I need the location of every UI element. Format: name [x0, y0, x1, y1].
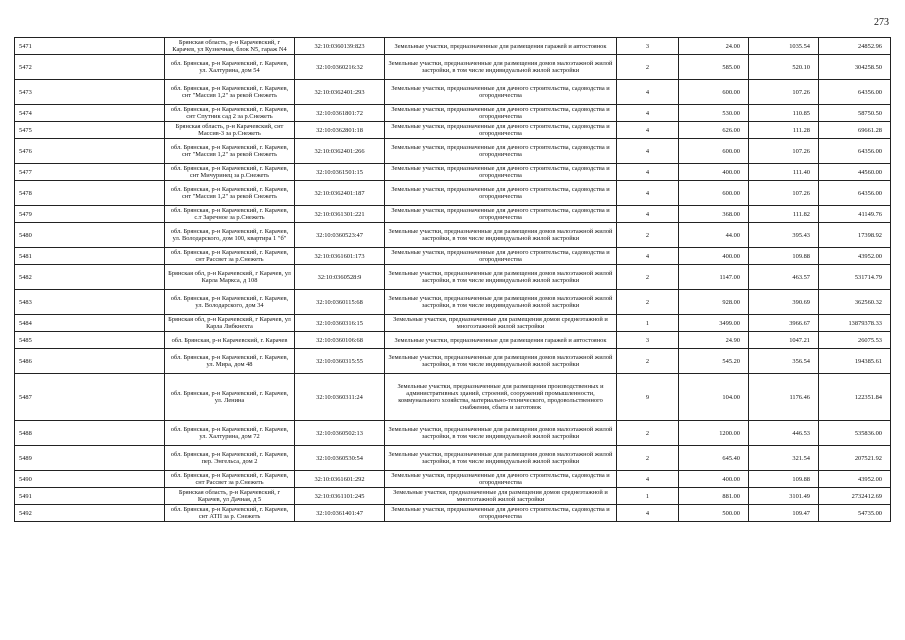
area-cell: 585.00	[679, 55, 749, 80]
unit-value-cell: 356.54	[749, 349, 819, 374]
table-row	[15, 349, 891, 374]
area-cell: 24.00	[679, 38, 749, 55]
table-row	[15, 248, 891, 265]
cadastral-number-cell: 32:10:0360316:15	[295, 315, 385, 332]
group-cell: 3	[617, 332, 679, 349]
address-cell: обл. Брянская, р-н Карачевский, г. Карачев	[165, 332, 295, 349]
address-cell: обл. Брянская, р-н Карачевский, г. Карачев, снт "Массив 1,2" за рекой Снежеть	[165, 80, 295, 105]
group-cell: 4	[617, 206, 679, 223]
row-number-cell: 5479	[15, 206, 165, 223]
unit-value-cell: 107.26	[749, 80, 819, 105]
group-cell: 4	[617, 164, 679, 181]
cadastral-number-cell: 32:10:0362401:187	[295, 181, 385, 206]
unit-value-cell: 109.88	[749, 471, 819, 488]
area-cell: 928.00	[679, 290, 749, 315]
unit-value-cell: 107.26	[749, 139, 819, 164]
unit-value-cell: 1176.46	[749, 374, 819, 421]
area-cell: 400.00	[679, 164, 749, 181]
cadastral-value-cell: 58750.50	[819, 105, 891, 122]
cadastral-value-cell: 64356.00	[819, 139, 891, 164]
group-cell: 9	[617, 374, 679, 421]
land-use-cell: Земельные участки, предназначенные для дачного строительства, садоводства и огородничества	[385, 181, 617, 206]
address-cell: обл. Брянская, р-н Карачевский, г. Карачев, ул. Мира, дом 48	[165, 349, 295, 374]
cadastral-value-cell: 194385.61	[819, 349, 891, 374]
row-number-cell: 5480	[15, 223, 165, 248]
cadastral-number-cell: 32:10:0361501:15	[295, 164, 385, 181]
land-use-cell: Земельные участки, предназначенные для дачного строительства, садоводства и огородничества	[385, 80, 617, 105]
area-cell: 626.00	[679, 122, 749, 139]
cadastral-number-cell: 32:10:0361101:245	[295, 488, 385, 505]
cadastral-value-cell: 207521.92	[819, 446, 891, 471]
unit-value-cell: 463.57	[749, 265, 819, 290]
table-row	[15, 505, 891, 522]
cadastral-number-cell: 32:10:0361301:221	[295, 206, 385, 223]
group-cell: 4	[617, 105, 679, 122]
land-use-cell: Земельные участки, предназначенные для дачного строительства, садоводства и огородничества	[385, 164, 617, 181]
address-cell: обл. Брянская, р-н Карачевский, г. Карачев, снт "Массив 1,2" за рекой Снежеть	[165, 139, 295, 164]
group-cell: 4	[617, 505, 679, 522]
group-cell: 2	[617, 446, 679, 471]
cadastral-value-cell: 54735.00	[819, 505, 891, 522]
land-use-cell: Земельные участки, предназначенные для размещения домов среднеэтажной и многоэтажной жилой застройки	[385, 315, 617, 332]
row-number-cell: 5475	[15, 122, 165, 139]
unit-value-cell: 3966.67	[749, 315, 819, 332]
area-cell: 400.00	[679, 248, 749, 265]
row-number-cell: 5482	[15, 265, 165, 290]
group-cell: 4	[617, 471, 679, 488]
group-cell: 3	[617, 38, 679, 55]
group-cell: 2	[617, 290, 679, 315]
unit-value-cell: 110.85	[749, 105, 819, 122]
land-use-cell: Земельные участки, предназначенные для дачного строительства, садоводства и огородничества	[385, 139, 617, 164]
area-cell: 368.00	[679, 206, 749, 223]
cadastral-value-cell: 17398.92	[819, 223, 891, 248]
land-use-cell: Земельные участки, предназначенные для дачного строительства, садоводства и огородничества	[385, 206, 617, 223]
cadastral-number-cell: 32:10:0361601:292	[295, 471, 385, 488]
row-number-cell: 5483	[15, 290, 165, 315]
address-cell: обл. Брянская, р-н Карачевский, г. Карачев, ул. Халтурина, дом 54	[165, 55, 295, 80]
land-use-cell: Земельные участки, предназначенные для дачного строительства, садоводства и огородничества	[385, 105, 617, 122]
group-cell: 1	[617, 315, 679, 332]
area-cell: 881.00	[679, 488, 749, 505]
group-cell: 2	[617, 349, 679, 374]
cadastral-number-cell: 32:10:0360139:823	[295, 38, 385, 55]
unit-value-cell: 520.10	[749, 55, 819, 80]
land-use-cell: Земельные участки, предназначенные для размещения домов малоэтажной жилой застройки, в том числе индивидуальной жилой застройки	[385, 223, 617, 248]
land-use-cell: Земельные участки, предназначенные для размещения гаражей и автостоянок	[385, 332, 617, 349]
table-row	[15, 315, 891, 332]
address-cell: обл. Брянская, р-н Карачевский, г. Карачев, снт "Массив 1,2" за рекой Снежеть	[165, 181, 295, 206]
address-cell: обл. Брянская, р-н Карачевский, г. Карачев, снт Спутник сад 2 за р.Снежеть	[165, 105, 295, 122]
area-cell: 1147.00	[679, 265, 749, 290]
unit-value-cell: 109.88	[749, 248, 819, 265]
row-number-cell: 5484	[15, 315, 165, 332]
address-cell: обл. Брянская, р-н Карачевский, г. Карачев, снт Мичуринец за р.Снежеть	[165, 164, 295, 181]
cadastral-number-cell: 32:10:0360106:68	[295, 332, 385, 349]
group-cell: 2	[617, 223, 679, 248]
group-cell: 1	[617, 488, 679, 505]
row-number-cell: 5492	[15, 505, 165, 522]
land-use-cell: Земельные участки, предназначенные для размещения производственных и административных зданий, строений, сооружений промышленности, коммунального хозяйства, материально-технического, продовольственного снабжения, сбыта и заготовок	[385, 374, 617, 421]
land-use-cell: Земельные участки, предназначенные для размещения домов малоэтажной жилой застройки, в том числе индивидуальной жилой застройки	[385, 446, 617, 471]
cadastral-value-table	[14, 37, 891, 522]
unit-value-cell: 111.82	[749, 206, 819, 223]
row-number-cell: 5487	[15, 374, 165, 421]
row-number-cell: 5489	[15, 446, 165, 471]
address-cell: обл. Брянская, р-н Карачевский, г. Карачев, ул. Ленина	[165, 374, 295, 421]
land-use-cell: Земельные участки, предназначенные для размещения гаражей и автостоянок	[385, 38, 617, 55]
land-use-cell: Земельные участки, предназначенные для размещения домов малоэтажной жилой застройки, в том числе индивидуальной жилой застройки	[385, 265, 617, 290]
land-use-cell: Земельные участки, предназначенные для размещения домов малоэтажной жилой застройки, в том числе индивидуальной жилой застройки	[385, 421, 617, 446]
unit-value-cell: 111.40	[749, 164, 819, 181]
area-cell: 600.00	[679, 80, 749, 105]
row-number-cell: 5476	[15, 139, 165, 164]
address-cell: Брянская область, р-н Карачевский, снт Массив-3 за р.Снежеть	[165, 122, 295, 139]
row-number-cell: 5488	[15, 421, 165, 446]
area-cell: 24.90	[679, 332, 749, 349]
cadastral-value-cell: 24852.96	[819, 38, 891, 55]
row-number-cell: 5481	[15, 248, 165, 265]
address-cell: Брянская область, р-н Карачевский, г Карачев, ул Дачная, д 5	[165, 488, 295, 505]
group-cell: 4	[617, 248, 679, 265]
cadastral-value-cell: 362560.32	[819, 290, 891, 315]
table-row	[15, 164, 891, 181]
cadastral-number-cell: 32:10:0361401:47	[295, 505, 385, 522]
cadastral-value-cell: 64356.00	[819, 80, 891, 105]
row-number-cell: 5474	[15, 105, 165, 122]
cadastral-value-cell: 43952.00	[819, 248, 891, 265]
land-use-cell: Земельные участки, предназначенные для размещения домов малоэтажной жилой застройки, в том числе индивидуальной жилой застройки	[385, 55, 617, 80]
group-cell: 4	[617, 80, 679, 105]
group-cell: 4	[617, 122, 679, 139]
area-cell: 44.00	[679, 223, 749, 248]
cadastral-number-cell: 32:10:0361601:173	[295, 248, 385, 265]
table-row	[15, 374, 891, 421]
cadastral-value-cell: 64356.00	[819, 181, 891, 206]
cadastral-value-cell: 2732412.69	[819, 488, 891, 505]
unit-value-cell: 3101.49	[749, 488, 819, 505]
area-cell: 600.00	[679, 139, 749, 164]
row-number-cell: 5490	[15, 471, 165, 488]
address-cell: обл. Брянская, р-н Карачевский, г. Карачев, пер. Энгельса, дом 2	[165, 446, 295, 471]
row-number-cell: 5485	[15, 332, 165, 349]
land-use-cell: Земельные участки, предназначенные для дачного строительства, садоводства и огородничества	[385, 505, 617, 522]
address-cell: обл. Брянская, р-н Карачевский, г. Карачев, снт АТП за р. Снежеть	[165, 505, 295, 522]
row-number-cell: 5478	[15, 181, 165, 206]
table-row	[15, 122, 891, 139]
unit-value-cell: 109.47	[749, 505, 819, 522]
row-number-cell: 5473	[15, 80, 165, 105]
cadastral-value-cell: 13879378.33	[819, 315, 891, 332]
group-cell: 2	[617, 265, 679, 290]
group-cell: 4	[617, 139, 679, 164]
table-row	[15, 421, 891, 446]
area-cell: 3499.00	[679, 315, 749, 332]
address-cell: Брянская область, р-н Карачевский, г Карачев, ул Кузнечная, блок N5, гараж N4	[165, 38, 295, 55]
address-cell: обл. Брянская, р-н Карачевский, г. Карачев, снт Рассвет за р.Снежеть	[165, 471, 295, 488]
table-row	[15, 290, 891, 315]
land-use-cell: Земельные участки, предназначенные для дачного строительства, садоводства и огородничества	[385, 471, 617, 488]
table-row	[15, 471, 891, 488]
unit-value-cell: 321.54	[749, 446, 819, 471]
unit-value-cell: 446.53	[749, 421, 819, 446]
row-number-cell: 5486	[15, 349, 165, 374]
table-row	[15, 105, 891, 122]
cadastral-number-cell: 32:10:0360315:55	[295, 349, 385, 374]
area-cell: 1200.00	[679, 421, 749, 446]
cadastral-number-cell: 32:10:0361801:72	[295, 105, 385, 122]
land-use-cell: Земельные участки, предназначенные для размещения домов среднеэтажной и многоэтажной жилой застройки	[385, 488, 617, 505]
table-row	[15, 181, 891, 206]
address-cell: Брянская обл, р-н Карачевский, г Карачев, ул Карла Маркса, д 108	[165, 265, 295, 290]
unit-value-cell: 107.26	[749, 181, 819, 206]
table-row	[15, 139, 891, 164]
cadastral-value-cell: 43952.00	[819, 471, 891, 488]
table-body	[15, 38, 891, 522]
cadastral-value-cell: 26075.53	[819, 332, 891, 349]
address-cell: обл. Брянская, р-н Карачевский, г. Карачев, с.т Заречное за р.Снежеть	[165, 206, 295, 223]
group-cell: 4	[617, 181, 679, 206]
table-row	[15, 80, 891, 105]
cadastral-number-cell: 32:10:0360502:13	[295, 421, 385, 446]
table-row	[15, 206, 891, 223]
cadastral-number-cell: 32:10:0360115:68	[295, 290, 385, 315]
table-row	[15, 488, 891, 505]
cadastral-number-cell: 32:10:0362401:266	[295, 139, 385, 164]
land-use-cell: Земельные участки, предназначенные для размещения домов малоэтажной жилой застройки, в том числе индивидуальной жилой застройки	[385, 349, 617, 374]
address-cell: обл. Брянская, р-н Карачевский, г. Карачев, ул. Халтурина, дом 72	[165, 421, 295, 446]
group-cell: 2	[617, 421, 679, 446]
address-cell: обл. Брянская, р-н Карачевский, г. Карачев, ул. Володарского, дом 34	[165, 290, 295, 315]
table-row	[15, 223, 891, 248]
area-cell: 600.00	[679, 181, 749, 206]
unit-value-cell: 395.43	[749, 223, 819, 248]
page-number: 273	[874, 17, 889, 28]
cadastral-number-cell: 32:10:0360528:9	[295, 265, 385, 290]
address-cell: обл. Брянская, р-н Карачевский, г. Карачев, снт Рассвет за р.Снежеть	[165, 248, 295, 265]
cadastral-number-cell: 32:10:0360216:32	[295, 55, 385, 80]
row-number-cell: 5472	[15, 55, 165, 80]
group-cell: 2	[617, 55, 679, 80]
area-cell: 104.00	[679, 374, 749, 421]
area-cell: 500.00	[679, 505, 749, 522]
land-use-cell: Земельные участки, предназначенные для размещения домов малоэтажной жилой застройки, в том числе индивидуальной жилой застройки	[385, 290, 617, 315]
table-row	[15, 55, 891, 80]
row-number-cell: 5477	[15, 164, 165, 181]
row-number-cell: 5471	[15, 38, 165, 55]
cadastral-value-cell: 41149.76	[819, 206, 891, 223]
cadastral-number-cell: 32:10:0362401:293	[295, 80, 385, 105]
cadastral-value-cell: 44560.00	[819, 164, 891, 181]
cadastral-number-cell: 32:10:0360530:54	[295, 446, 385, 471]
area-cell: 645.40	[679, 446, 749, 471]
area-cell: 400.00	[679, 471, 749, 488]
address-cell: обл. Брянская, р-н Карачевский, г. Карачев, ул. Володарского, дом 100, квартира 1 "б"	[165, 223, 295, 248]
cadastral-number-cell: 32:10:0360311:24	[295, 374, 385, 421]
cadastral-number-cell: 32:10:0362801:18	[295, 122, 385, 139]
area-cell: 530.00	[679, 105, 749, 122]
unit-value-cell: 1035.54	[749, 38, 819, 55]
row-number-cell: 5491	[15, 488, 165, 505]
table-row	[15, 38, 891, 55]
unit-value-cell: 1047.21	[749, 332, 819, 349]
cadastral-number-cell: 32:10:0360523:47	[295, 223, 385, 248]
land-use-cell: Земельные участки, предназначенные для дачного строительства, садоводства и огородничества	[385, 122, 617, 139]
area-cell: 545.20	[679, 349, 749, 374]
land-use-cell: Земельные участки, предназначенные для дачного строительства, садоводства и огородничества	[385, 248, 617, 265]
cadastral-value-cell: 69661.28	[819, 122, 891, 139]
cadastral-value-cell: 304258.50	[819, 55, 891, 80]
cadastral-value-cell: 122351.84	[819, 374, 891, 421]
cadastral-value-cell: 535836.00	[819, 421, 891, 446]
cadastral-value-cell: 531714.79	[819, 265, 891, 290]
table-row	[15, 446, 891, 471]
table-row	[15, 332, 891, 349]
table-row	[15, 265, 891, 290]
unit-value-cell: 390.69	[749, 290, 819, 315]
address-cell: Брянская обл, р-н Карачевский, г Карачев, ул Карла Либкнехта	[165, 315, 295, 332]
unit-value-cell: 111.28	[749, 122, 819, 139]
